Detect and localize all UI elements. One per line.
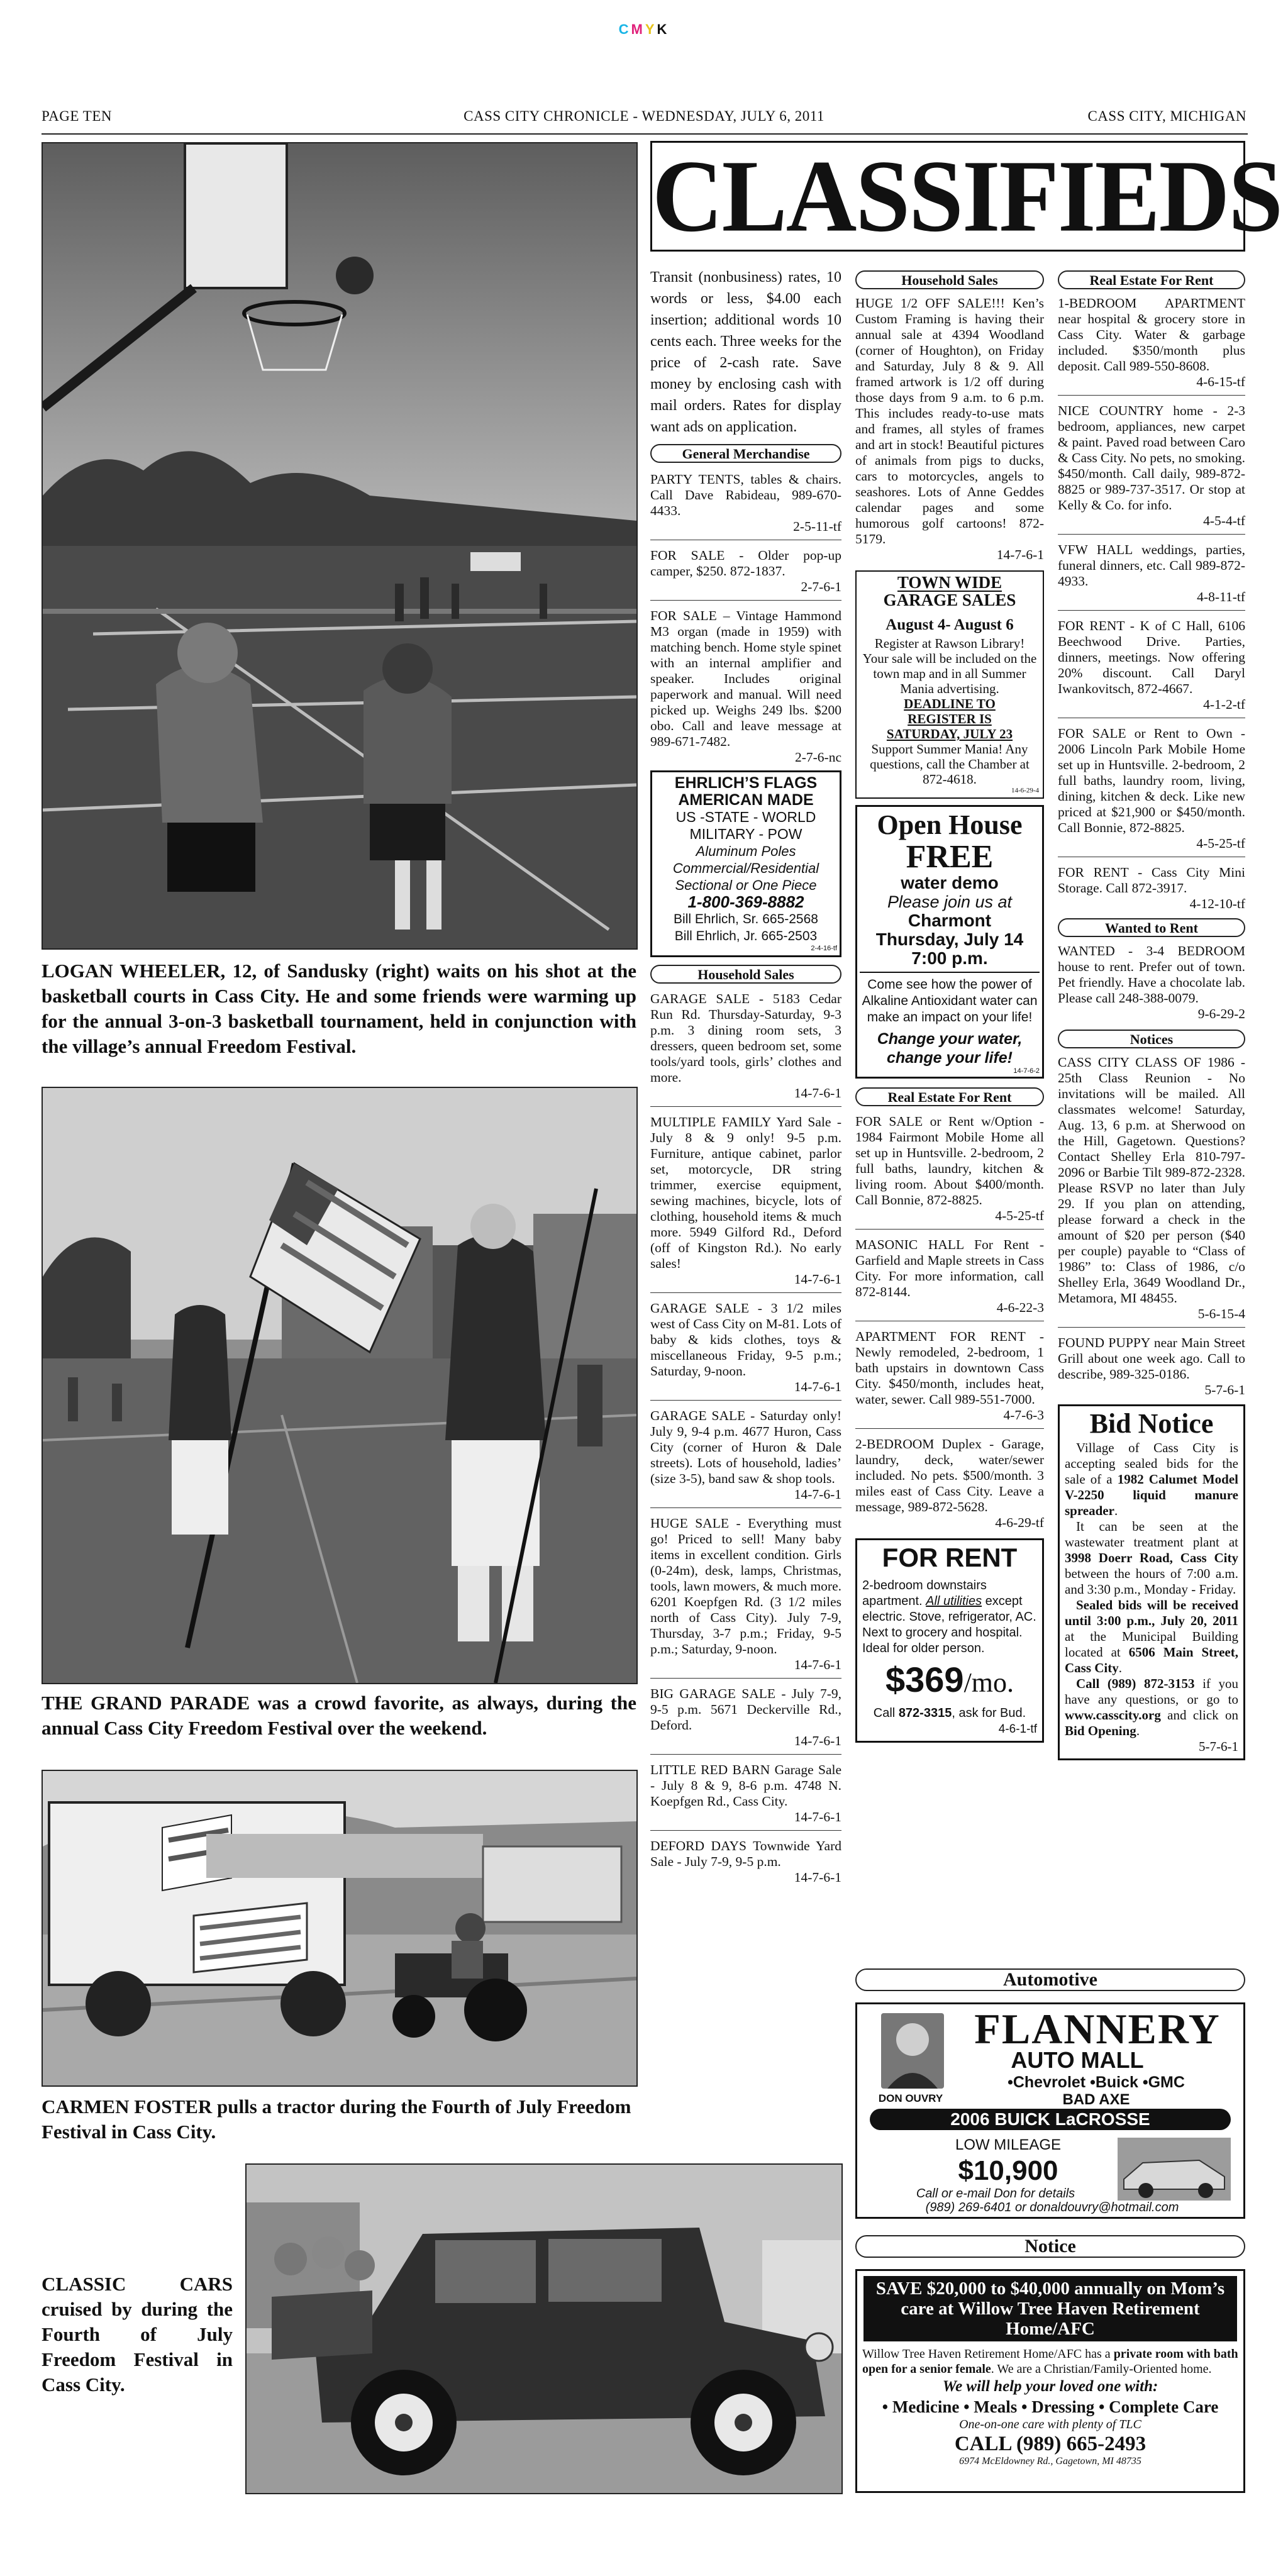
ad-divider <box>650 1400 841 1401</box>
ad-found-puppy: FOUND PUPPY near Main Street Grill about one week ago. Call to describe, 989-325-0186. 5-7-6-1 <box>1058 1335 1245 1397</box>
ad-deford-days: DEFORD DAYS Townwide Yard Sale - July 7-9, 9-5 p.m. 14-7-6-1 <box>650 1838 841 1885</box>
ad-huge-sale: HUGE SALE - Everything must go! Priced to sell! Many baby items in excellent condition. Girls (0-24m), desk, lamps, Christmas, tools, lawn mowers, & much more. 6201 Koepfgen Rd. (3 1/2 miles north of Cass City). July 7-9, Thursday, 3-7 p.m.; Friday, 9-5 p.m.; Saturday, 9-noon. 14-7-6-1 <box>650 1516 841 1672</box>
open-house-water-demo-ad: Open House FREE water demo Please join us at Charmont Thursday, July 14 7:00 p.m. Come see how the power of Alkaline Antioxidant water can make an impact on your life! Change your water, change your life! 14-7-6-2 <box>855 805 1044 1079</box>
newspaper-dateline: CASS CITY CHRONICLE - WEDNESDAY, JULY 6, 2011 <box>464 108 824 124</box>
dealer-contact-details: (989) 269-6401 or donaldouvry@hotmail.com <box>925 2201 1179 2214</box>
ad-party-tents: PARTY TENTS, tables & chairs. Call Dave Rabideau, 989-670-4433. 2-5-11-tf <box>650 472 841 534</box>
for-rent-369-ad: FOR RENT 2-bedroom downstairs apartment. All utilities except electric. Stove, refrigerator, AC. Next to grocery and hospital. Ideal for older person. $369/mo. Call 872-3315, ask for Bud. 4-6-1-tf <box>855 1538 1044 1743</box>
caption-classic-cars: CLASSIC CARS cruised by during the Fourth of July Freedom Festival in Cass City. <box>42 2273 233 2396</box>
ad-k-of-c-hall: FOR RENT - K of C Hall, 6106 Beechwood Drive. Parties, dinners, meetings. Now offering 20% discount. Call Daryl Iwankovitsch, 872-4667. 4-1-2-tf <box>1058 618 1245 712</box>
bid-opening-link[interactable]: Bid Opening <box>1065 1723 1136 1738</box>
basketball-photo <box>42 142 638 950</box>
ad-fairmont-mobile-home: FOR SALE or Rent w/Option - 1984 Fairmont Mobile Home all set up in Huntsville. 2-bedroom, 2 full baths, laundry, kitchen & living room. About $400/month. Call Bonnie, 872-8825. 4-5-25-tf <box>855 1114 1044 1223</box>
ad-garage-sale-cedar-run: GARAGE SALE - 5183 Cedar Run Rd. Thursday-Saturday, 9-3 p.m. 3 dining room sets, 3 dressers, queen bedroom set, some tools/yard tools, girls’ clothes and more. 14-7-6-1 <box>650 991 841 1101</box>
vehicle-price: $10,900 <box>958 2155 1058 2186</box>
ad-divider <box>855 1229 1044 1230</box>
town-wide-garage-sales-ad: TOWN WIDE GARAGE SALES August 4- August 6 Register at Rawson Library! Your sale will be included on the town map and in all Summer Mania advertising. DEADLINE TO REGISTER IS SATURDAY, JULY 23 Support Summer Mania! Any questions, call the Chamber at 872-4618. 14-6-29-4 <box>855 570 1044 799</box>
ad-wanted-bedroom-house: WANTED - 3-4 BEDROOM house to rent. Prefer out of town. Pet friendly. Have a chocolate lab. Please call 248-388-0079. 9-6-29-2 <box>1058 943 1245 1021</box>
section-header-household-sales-2: Household Sales <box>855 270 1044 289</box>
ehrlich-flags-ad: EHRLICH’S FLAGS AMERICAN MADE US -STATE - WORLD MILITARY - POW Aluminum Poles Commercial/Residential Sectional or One Piece 1-800-369-8882 Bill Ehrlich, Sr. 665-2568 Bill Ehrlich, Jr. 665-2503 2-4-16-tf <box>650 770 841 957</box>
section-header-real-estate-for-rent: Real Estate For Rent <box>855 1087 1044 1106</box>
ad-divider <box>855 1428 1044 1429</box>
savings-banner: SAVE $20,000 to $40,000 annually on Mom’s care at Willow Tree Haven Retirement Home/AFC <box>863 2276 1237 2341</box>
section-header-general-merchandise: General Merchandise <box>650 444 841 463</box>
ad-divider <box>650 600 841 601</box>
ad-multiple-family-sale: MULTIPLE FAMILY Yard Sale - July 8 & 9 only! 9-5 p.m. Furniture, antique cabinet, parlor set, motorcycle, DR string trimmer, exercise equipment, sewing machines, bicycle, lots of clothing, household items & much more. 5949 Gilford Rd., Deford (off of Kingston Rd.). No early sales! 14-7-6-1 <box>650 1114 841 1287</box>
ad-divider <box>1058 395 1245 396</box>
section-header-wanted-to-rent: Wanted to Rent <box>1058 918 1245 937</box>
ad-divider <box>650 1507 841 1508</box>
ad-divider <box>650 1292 841 1293</box>
ad-hammond-organ: FOR SALE – Vintage Hammond M3 organ (made in 1959) with matching bench. Home style spinet with an internal amplifier and speaker. Includes original paperwork and manual. Will need picked up. Weighs 249 lbs. $200 obo. Call and leave message at 989-671-7482. 2-7-6-nc <box>650 608 841 765</box>
ad-divider <box>650 1754 841 1755</box>
classifieds-column-1 <box>650 267 841 1885</box>
dealer-makes: •Chevrolet •Buick •GMC <box>1008 2074 1185 2091</box>
ad-popup-camper: FOR SALE - Older pop-up camper, $250. 872-1837. 2-7-6-1 <box>650 548 841 594</box>
bid-notice-ad: Bid Notice Village of Cass City is accepting sealed bids for the sale of a 1982 Calumet Model V-2250 liquid manure spreader. It can be seen at the wastewater treatment plant at 3998 Doerr Road, Cass City between the hours of 7:00 a.m. and 3:30 p.m., Monday - Friday. Sealed bids will be received until 3:00 p.m., July 20, 2011 at the Municipal Building located at 6506 Main Street, Cass City. Call (989) 872-3153 if you have any questions, or go to www.casscity.org and click on Bid Opening. 5-7-6-1 <box>1058 1404 1245 1760</box>
ad-divider <box>650 1678 841 1679</box>
ad-divider <box>1058 1327 1245 1328</box>
ad-divider <box>1058 610 1245 611</box>
parade-photo <box>42 1087 638 1684</box>
ad-2-bedroom-duplex: 2-BEDROOM Duplex - Garage, laundry, deck, water/sewer included. No pets. $500/month. 3 miles east of Cass City. Leave a message, 989-872-5628. 4-6-29-tf <box>855 1436 1044 1530</box>
classifieds-column-3 <box>1058 270 1245 1760</box>
dealer-brand-subtitle: AUTO MALL <box>1011 2047 1144 2073</box>
classified-rates-text: Transit (nonbusiness) rates, 10 words or less, $4.00 each insertion; additional words 10 cents each. Three weeks for the price of 2-cash rate. Save money by enclosing cash with mail orders. Rates for display want ads on application. <box>650 269 841 435</box>
ad-garage-sale-m81: GARAGE SALE - 3 1/2 miles west of Cass City on M-81. Lots of baby & kids clothes, toys & miscellaneous Friday, 9-5 p.m.; Saturday, 9-noon. 14-7-6-1 <box>650 1301 841 1394</box>
casscity-link[interactable]: www.casscity.org <box>1065 1707 1161 1723</box>
location-label: CASS CITY, MICHIGAN <box>1087 108 1246 124</box>
cmyk-registration: CMYK <box>618 21 670 37</box>
tractor-photo <box>42 1770 638 2087</box>
dealer-name: DON OUVRY <box>878 2092 943 2104</box>
dealer-contact-line: Call or e-mail Don for details <box>916 2187 1075 2201</box>
ad-big-garage-sale: BIG GARAGE SALE - July 7-9, 9-5 p.m. 5671 Deckerville Rd., Deford. 14-7-6-1 <box>650 1686 841 1748</box>
dealer-city: BAD AXE <box>1062 2091 1130 2108</box>
classifieds-masthead: CLASSIFIEDS <box>650 141 1245 252</box>
page-number: PAGE TEN <box>42 108 112 124</box>
ad-divider <box>1058 534 1245 535</box>
section-header-notices: Notices <box>1058 1030 1245 1048</box>
ad-1-bedroom-apartment: 1-BEDROOM APARTMENT near hospital & grocery store in Cass City. Water & garbage included. $350/month plus deposit. Call 989-550-8608. 4-6-15-tf <box>1058 296 1245 389</box>
classic-car-photo <box>245 2163 843 2494</box>
willow-tree-haven-ad: SAVE $20,000 to $40,000 annually on Mom’s care at Willow Tree Haven Retirement Home/AFC Willow Tree Haven Retirement Home/AFC has a private room with bath open for a senior female. We are a Christian/Family-Oriented home. We will help your loved one with: • Medicine • Meals • Dressing • Complete Care One-on-one care with plenty of TLC CALL (989) 665-2493 6974 McEldowney Rd., Gagetown, MI 48735 <box>855 2269 1245 2493</box>
section-header-household-sales: Household Sales <box>650 965 841 984</box>
ad-divider <box>650 1106 841 1107</box>
vehicle-photo <box>1118 2138 1231 2201</box>
classifieds-column-2 <box>855 270 1044 1743</box>
section-header-real-estate-for-rent-2: Real Estate For Rent <box>1058 270 1245 289</box>
ad-apartment-for-rent: APARTMENT FOR RENT - Newly remodeled, 2-bedroom, 1 bath upstairs in downtown Cass City. $450/month, includes heat, water, sewer. Call 989-551-7000. 4-7-6-3 <box>855 1329 1044 1423</box>
ad-garage-sale-huron: GARAGE SALE - Saturday only! July 9, 9-4 p.m. 4677 Huron, Cass City (corner of Huron & Dale streets). Lots of household, ladies’ (size 3-5), band saw & shop tools. 14-7-6-1 <box>650 1408 841 1502</box>
ad-nice-country-home: NICE COUNTRY home - 2-3 bedroom, appliances, new carpet & paint. Paved road between Caro & Cass City. No pets, no smoking. $450/month. Call daily, 989-872-8825 or 989-737-3517. Or stop at Kelly & Co. for info. 4-5-4-tf <box>1058 403 1245 528</box>
caption-tractor: CARMEN FOSTER pulls a tractor during the Fourth of July Freedom Festival in Cass City. <box>42 2096 631 2143</box>
section-header-automotive: Automotive <box>855 1968 1245 1991</box>
ad-divider <box>650 1830 841 1831</box>
dealer-brand-name: FLANNERY <box>974 2005 1221 2053</box>
ad-mini-storage: FOR RENT - Cass City Mini Storage. Call 872-3917. 4-12-10-tf <box>1058 865 1245 911</box>
caption-parade: THE GRAND PARADE was a crowd favorite, as always, during the annual Cass City Freedom Festival over the weekend. <box>42 1692 636 1739</box>
ad-masonic-hall: MASONIC HALL For Rent - Garfield and Maple streets in Cass City. For more information, call 872-8144. 4-6-22-3 <box>855 1237 1044 1315</box>
flannery-auto-mall-ad <box>855 2002 1245 2219</box>
ad-vfw-hall: VFW HALL weddings, parties, funeral dinners, etc. Call 989-872-4933. 4-8-11-tf <box>1058 542 1245 604</box>
ad-kens-custom-framing: HUGE 1/2 OFF SALE!!! Ken’s Custom Framing is having their annual sale at 4394 Woodland (corner of Houghton), on Friday and Saturday, July 8 & 9. All framed artwork is 1/2 off during those days from 9 a.m. to 6 p.m. This includes ready-to-use mats and frames, all styles of frames and art in stock! Beautiful pictures of animals from pigs to ducks, cars to motorcycles, angels to seashores. Lots of Anne Geddes calendar pages and some humorous golf cartoons! 872-5179. 14-7-6-1 <box>855 296 1044 562</box>
header-rule <box>42 133 1248 135</box>
section-header-notice: Notice <box>855 2235 1245 2258</box>
caption-basketball: LOGAN WHEELER, 12, of Sandusky (right) waits on his shot at the basketball courts in Cass City. He and some friends were warming up for the annual 3-on-3 basketball tournament, held in conjunction with the village’s annual Freedom Festival. <box>42 960 636 1057</box>
ad-lincoln-park-mobile-home: FOR SALE or Rent to Own - 2006 Lincoln Park Mobile Home set up in Huntsville. 2-bedroom, 2 full baths, laundry room, living, dining, kitchen & deck. Like new priced at $21,900 or $450/month. Call Bonnie, 872-8825. 4-5-25-tf <box>1058 726 1245 851</box>
dealer-portrait <box>881 2013 944 2089</box>
ad-little-red-barn: LITTLE RED BARN Garage Sale - July 8 & 9, 8-6 p.m. 4748 N. Koepfgen Rd., Cass City. 14-7-6-1 <box>650 1762 841 1824</box>
ad-class-of-1986-reunion: CASS CITY CLASS OF 1986 - 25th Class Reunion - No invitations will be mailed. All classmates welcome! Saturday, Aug. 13, 6 p.m. at Sherwood on the Hill, Gagetown. Questions? Contact Shelley Erla 810-797-2096 or Barbie Tilt 989-872-2328. Please RSVP no later than July 29. If you plan on attending, please forward a check in the amount of $20 per person ($40 per couple) payable to “Class of 1986” to: Class of 1986, c/o Shelley Erla, 3649 Woodland Dr., Metamora, MI 48455. 5-6-15-4 <box>1058 1055 1245 1321</box>
vehicle-model-banner: 2006 BUICK LaCROSSE <box>870 2109 1231 2130</box>
vehicle-mileage: LOW MILEAGE <box>955 2136 1062 2153</box>
